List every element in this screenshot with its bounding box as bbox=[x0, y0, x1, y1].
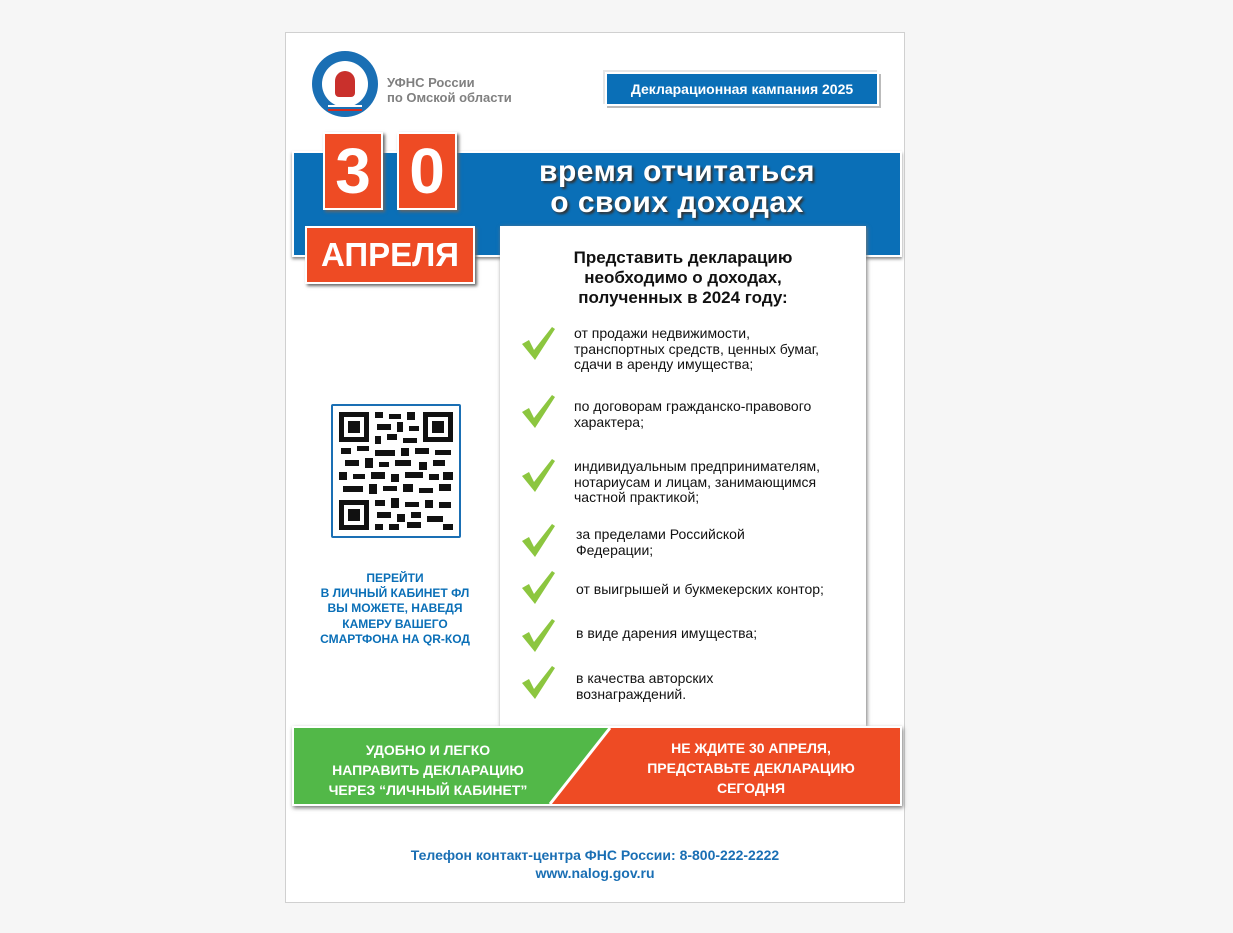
qr-code-icon bbox=[339, 412, 453, 530]
contact-phone: Телефон контакт-центра ФНС России: 8-800-222-2222 bbox=[410, 847, 780, 863]
list-item-text: в качества авторских вознаграждений. bbox=[576, 670, 714, 702]
org-line2: по Омской области bbox=[387, 90, 512, 105]
qr-caption bbox=[300, 571, 490, 647]
list-item-text: по договорам гражданско-правового характера; bbox=[574, 398, 812, 430]
income-types-card bbox=[500, 226, 866, 726]
qr-code[interactable] bbox=[331, 404, 461, 538]
cta-deadline-text: НЕ ЖДИТЕ 30 АПРЕЛЯ, ПРЕДСТАВЬТЕ ДЕКЛАРАЦИЮ СЕГОДНЯ bbox=[647, 740, 855, 796]
list-item-text: от продажи недвижимости, транспортных средств, ценных бумаг, сдачи в аренду имущества; bbox=[574, 325, 820, 372]
list-item-text: индивидуальным предпринимателям, нотариусам и лицам, занимающимся частной практикой; bbox=[574, 458, 821, 505]
card-title bbox=[500, 248, 866, 308]
cta-banner bbox=[292, 726, 902, 806]
list-item bbox=[520, 616, 860, 666]
checkmark-icon bbox=[520, 392, 556, 428]
checkmark-icon bbox=[520, 521, 556, 557]
eagle-icon bbox=[335, 71, 355, 97]
poster bbox=[285, 32, 905, 903]
card-title-line1: Представить декларацию bbox=[573, 248, 793, 267]
list-item bbox=[520, 521, 860, 571]
slogan-text bbox=[492, 156, 862, 218]
checkmark-icon bbox=[520, 324, 556, 360]
russian-flag-icon bbox=[328, 105, 362, 111]
qr-caption-line2: В ЛИЧНЫЙ КАБИНЕТ ФЛ bbox=[320, 586, 470, 601]
card-title-line3: полученных в 2024 году: bbox=[578, 288, 788, 307]
list-item-text: за пределами Российской Федерации; bbox=[576, 526, 745, 558]
contact-footer bbox=[286, 846, 904, 882]
qr-caption-line1: ПЕРЕЙТИ bbox=[366, 571, 424, 585]
slogan-line2: о своих доходах bbox=[550, 186, 804, 219]
list-item bbox=[520, 568, 860, 618]
checkmark-icon bbox=[520, 616, 556, 652]
qr-caption-line5: СМАРТФОНА НА QR-КОД bbox=[320, 631, 470, 646]
qr-caption-line4: КАМЕРУ ВАШЕГО bbox=[342, 616, 448, 631]
list-item bbox=[520, 456, 860, 506]
checkmark-icon bbox=[520, 568, 556, 604]
deadline-digit-0: 0 bbox=[397, 132, 457, 210]
list-item bbox=[520, 663, 860, 713]
checkmark-icon bbox=[520, 663, 556, 699]
deadline-month: АПРЕЛЯ bbox=[305, 226, 475, 284]
qr-caption-line3: ВЫ МОЖЕТЕ, НАВЕДЯ bbox=[327, 601, 463, 616]
card-title-line2: необходимо о доходах, bbox=[584, 268, 782, 287]
list-item-text: в виде дарения имущества; bbox=[576, 625, 758, 641]
fns-emblem-icon bbox=[312, 51, 378, 117]
list-item bbox=[520, 324, 860, 374]
org-line1: УФНС России bbox=[387, 75, 475, 90]
org-name bbox=[387, 75, 512, 105]
cta-lk-text: УДОБНО И ЛЕГКО НАПРАВИТЬ ДЕКЛАРАЦИЮ ЧЕРЕЗ “ЛИЧНЫЙ КАБИНЕТ” bbox=[328, 742, 528, 798]
list-item bbox=[520, 392, 860, 442]
slogan-line1: время отчитаться bbox=[539, 155, 815, 188]
checkmark-icon bbox=[520, 456, 556, 492]
deadline-digit-3: 3 bbox=[323, 132, 383, 210]
website-link[interactable]: www.nalog.gov.ru bbox=[535, 865, 655, 881]
list-item-text: от выигрышей и букмекерских контор; bbox=[576, 581, 824, 597]
campaign-badge: Декларационная кампания 2025 bbox=[605, 72, 879, 106]
